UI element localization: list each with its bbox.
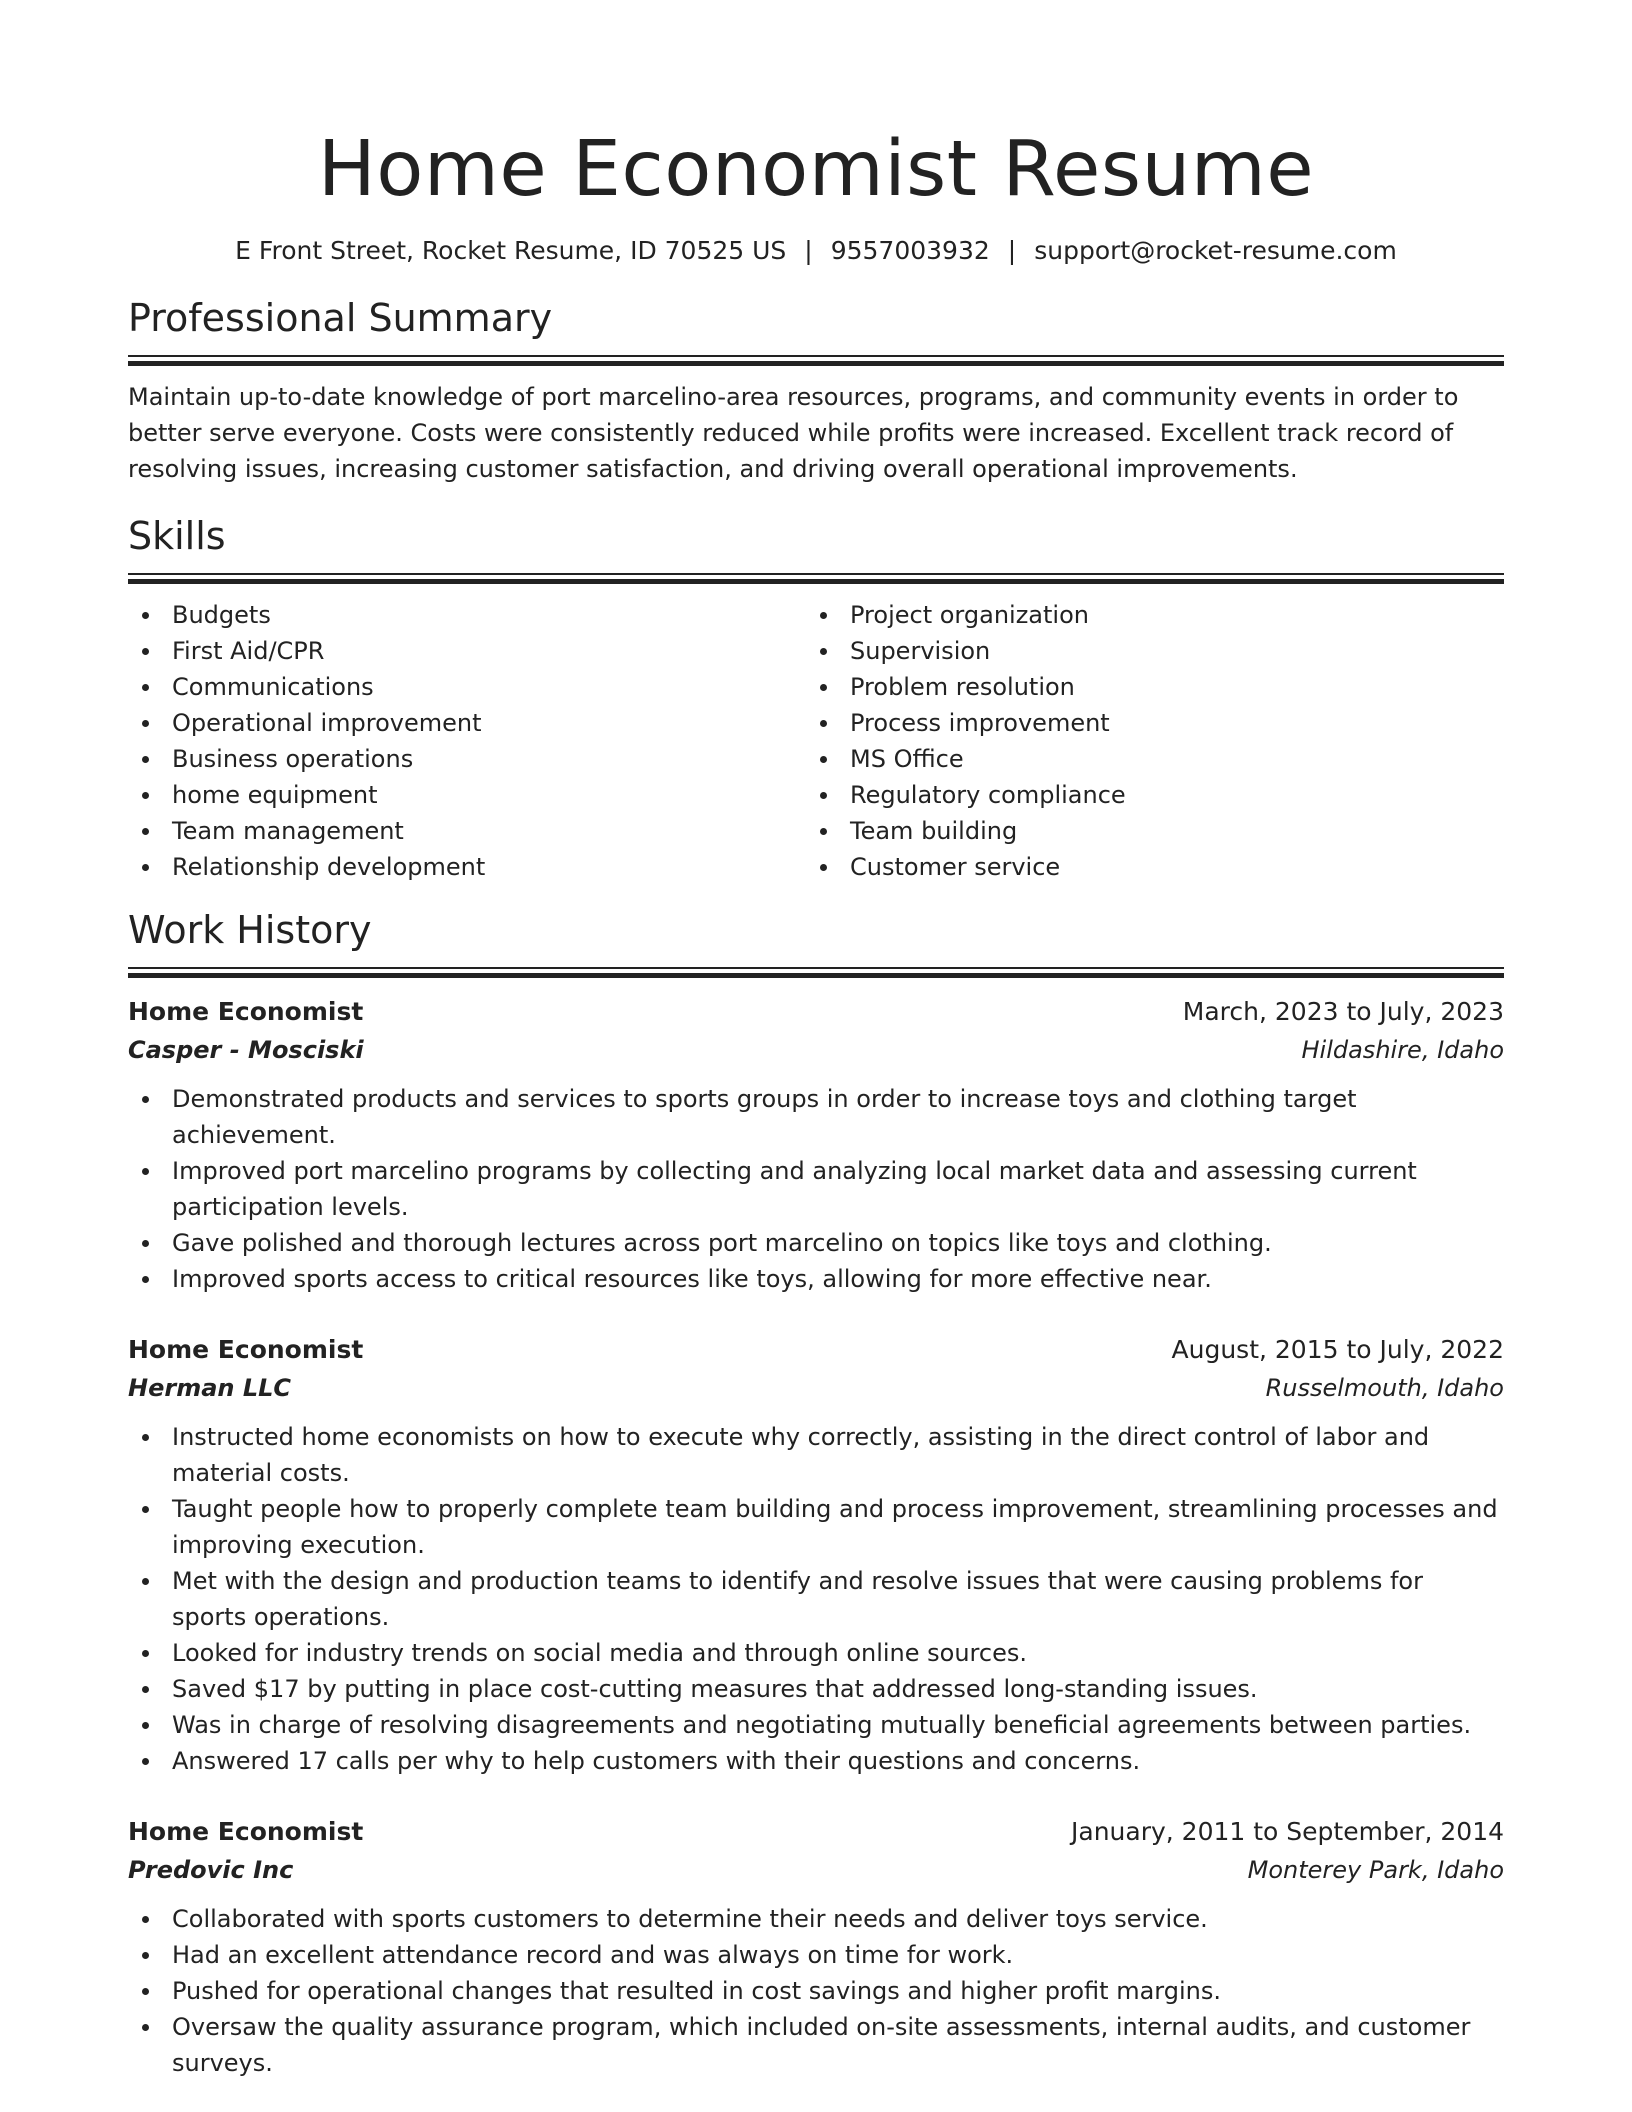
job-title: Home Economist xyxy=(128,997,364,1026)
job-bullet: Improved sports access to critical resources like toys, allowing for more effective near. xyxy=(128,1261,1504,1297)
job-bullet: Saved $17 by putting in place cost-cutting measures that addressed long-standing issues. xyxy=(128,1671,1504,1707)
skill-item: Customer service xyxy=(806,849,1484,885)
job-entry xyxy=(128,1331,1504,1779)
summary-heading: Professional Summary xyxy=(128,296,553,340)
resume-title: Home Economist Resume xyxy=(317,125,1315,214)
skills-list-right xyxy=(806,597,1484,885)
skill-item: Operational improvement xyxy=(128,705,806,741)
job-bullet: Instructed home economists on how to execute why correctly, assisting in the direct control of labor and material costs. xyxy=(128,1419,1504,1491)
job-bullet: Pushed for operational changes that resulted in cost savings and higher profit margins. xyxy=(128,1973,1504,2009)
work-history-heading: Work History xyxy=(128,908,372,952)
summary-section xyxy=(128,293,1504,487)
job-bullet: Met with the design and production teams to identify and resolve issues that were causing problems for sports operations. xyxy=(128,1563,1504,1635)
skill-item: Relationship development xyxy=(128,849,806,885)
job-bullet: Improved port marcelino programs by collecting and analyzing local market data and assessing current participation levels. xyxy=(128,1153,1504,1225)
job-bullet: Gave polished and thorough lectures across port marcelino on topics like toys and clothing. xyxy=(128,1225,1504,1261)
job-company-row xyxy=(128,1031,1504,1069)
section-divider xyxy=(128,573,1504,583)
skill-item: Business operations xyxy=(128,741,806,777)
skill-item: Supervision xyxy=(806,633,1484,669)
contact-separator: | xyxy=(804,236,813,265)
job-company-row xyxy=(128,1851,1504,1889)
job-entry xyxy=(128,993,1504,1297)
job-title: Home Economist xyxy=(128,1817,364,1846)
skill-item: Communications xyxy=(128,669,806,705)
skill-item: Problem resolution xyxy=(806,669,1484,705)
job-company: Casper - Mosciski xyxy=(128,1036,364,1064)
skill-item: Process improvement xyxy=(806,705,1484,741)
job-location: Hildashire, Idaho xyxy=(1301,1036,1504,1064)
skill-item: home equipment xyxy=(128,777,806,813)
skills-grid xyxy=(128,597,1504,885)
job-bullet-list xyxy=(128,1419,1504,1779)
job-bullet-list xyxy=(128,1081,1504,1297)
resume-page xyxy=(128,0,1504,2081)
job-header-row xyxy=(128,1813,1504,1851)
job-entry xyxy=(128,1813,1504,2081)
contact-separator: | xyxy=(1007,236,1017,265)
job-dates: August, 2015 to July, 2022 xyxy=(1171,1335,1504,1364)
job-company-row xyxy=(128,1369,1504,1407)
job-bullet: Was in charge of resolving disagreements and negotiating mutually beneficial agreements between parties. xyxy=(128,1707,1504,1743)
work-history-section xyxy=(128,905,1504,2081)
section-divider xyxy=(128,355,1504,365)
skill-item: Team building xyxy=(806,813,1484,849)
job-bullet: Had an excellent attendance record and was always on time for work. xyxy=(128,1937,1504,1973)
job-bullet: Answered 17 calls per why to help customers with their questions and concerns. xyxy=(128,1743,1504,1779)
job-company: Herman LLC xyxy=(128,1374,292,1402)
skill-item: Budgets xyxy=(128,597,806,633)
skill-item: First Aid/CPR xyxy=(128,633,806,669)
job-header-row xyxy=(128,993,1504,1031)
job-location: Monterey Park, Idaho xyxy=(1247,1856,1504,1884)
job-bullet: Looked for industry trends on social media and through online sources. xyxy=(128,1635,1504,1671)
job-bullet: Taught people how to properly complete team building and process improvement, streamlining processes and improving execution. xyxy=(128,1491,1504,1563)
job-bullet: Collaborated with sports customers to determine their needs and deliver toys service. xyxy=(128,1901,1504,1937)
job-bullet-list xyxy=(128,1901,1504,2081)
job-title: Home Economist xyxy=(128,1335,364,1364)
skills-heading: Skills xyxy=(128,514,226,558)
section-divider xyxy=(128,967,1504,977)
skill-item: Team management xyxy=(128,813,806,849)
contact-address: E Front Street, Rocket Resume, ID 70525 US xyxy=(235,236,787,265)
job-dates: January, 2011 to September, 2014 xyxy=(1071,1817,1504,1846)
contact-email: support@rocket-resume.com xyxy=(1034,236,1397,265)
job-dates: March, 2023 to July, 2023 xyxy=(1182,997,1504,1026)
skills-section xyxy=(128,511,1504,885)
job-bullet: Demonstrated products and services to sports groups in order to increase toys and clothing target achievement. xyxy=(128,1081,1504,1153)
skills-list-left xyxy=(128,597,806,885)
job-list xyxy=(128,993,1504,2081)
job-company: Predovic Inc xyxy=(128,1856,294,1884)
job-bullet: Oversaw the quality assurance program, which included on-site assessments, internal audits, and customer surveys. xyxy=(128,2009,1504,2081)
summary-text: Maintain up-to-date knowledge of port marcelino-area resources, programs, and community events in order to better serve everyone. Costs were consistently reduced while profits were increased. Excellent track record of resolving issues, increasing customer satisfaction, and driving overall operational improvements. xyxy=(128,383,1459,483)
contact-line xyxy=(128,235,1504,267)
job-header-row xyxy=(128,1331,1504,1369)
skill-item: Regulatory compliance xyxy=(806,777,1484,813)
contact-phone: 9557003932 xyxy=(830,236,990,265)
skill-item: Project organization xyxy=(806,597,1484,633)
job-location: Russelmouth, Idaho xyxy=(1265,1374,1504,1402)
skill-item: MS Office xyxy=(806,741,1484,777)
